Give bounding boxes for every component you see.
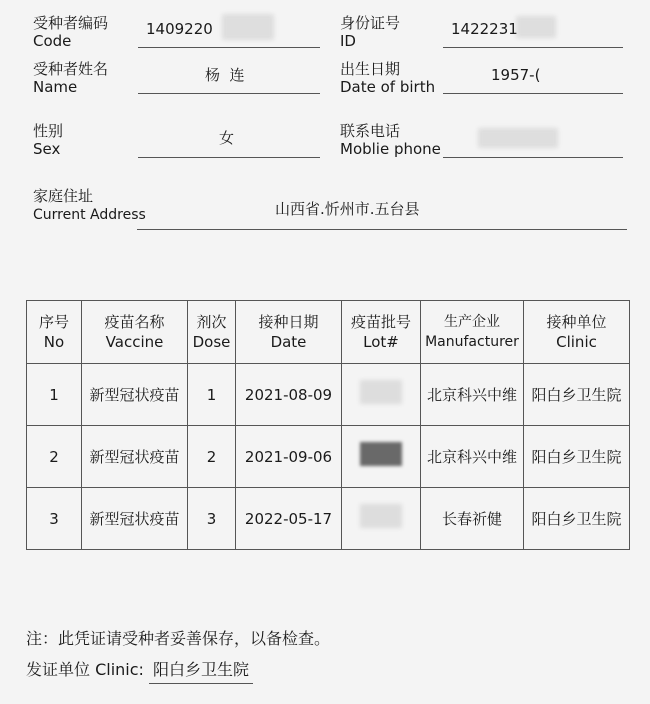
issuer-value: 阳白乡卫生院 <box>149 657 253 684</box>
dob-label: 出生日期 Date of birth <box>340 60 436 96</box>
cell-manufacturer: 北京科兴中维 <box>421 364 524 426</box>
cell-no: 2 <box>27 426 82 488</box>
vaccination-table <box>26 300 630 550</box>
id-label: 身份证号 ID <box>340 14 401 50</box>
phone-redaction <box>478 128 558 148</box>
cell-date: 2021-09-06 <box>236 426 342 488</box>
cell-no: 3 <box>27 488 82 550</box>
cell-date: 2022-05-17 <box>236 488 342 550</box>
cell-manufacturer: 北京科兴中维 <box>421 426 524 488</box>
code-underline <box>138 47 320 48</box>
header-dose: 剂次 Dose <box>188 301 236 364</box>
table-row <box>27 488 630 550</box>
cell-vaccine: 新型冠状疫苗 <box>82 488 188 550</box>
cell-lot <box>342 426 421 488</box>
name-value: 杨 连 <box>205 66 245 84</box>
cell-dose: 1 <box>188 364 236 426</box>
header-lot: 疫苗批号 Lot# <box>342 301 421 364</box>
name-underline <box>138 93 320 94</box>
cell-clinic: 阳白乡卫生院 <box>524 426 630 488</box>
cell-lot <box>342 364 421 426</box>
header-no: 序号 No <box>27 301 82 364</box>
cell-lot <box>342 488 421 550</box>
cell-manufacturer: 长春祈健 <box>421 488 524 550</box>
code-redaction <box>222 14 274 40</box>
header-vaccine: 疫苗名称 Vaccine <box>82 301 188 364</box>
name-label: 受种者姓名 Name <box>33 60 109 96</box>
header-manufacturer: 生产企业 Manufacturer <box>421 301 524 364</box>
id-underline <box>443 47 623 48</box>
lot-redaction <box>360 504 402 528</box>
sex-underline <box>138 157 320 158</box>
address-underline <box>137 229 627 230</box>
storage-note: 注：此凭证请受种者妥善保存，以备检查。 <box>26 629 331 648</box>
issuer-line <box>26 657 253 684</box>
phone-label: 联系电话 Moblie phone <box>340 122 441 158</box>
code-label: 受种者编码 Code <box>33 14 109 50</box>
cell-clinic: 阳白乡卫生院 <box>524 364 630 426</box>
issuer-label: 发证单位 Clinic: <box>26 660 144 679</box>
lot-redaction <box>360 442 402 466</box>
cell-vaccine: 新型冠状疫苗 <box>82 364 188 426</box>
sex-value: 女 <box>219 129 235 147</box>
dob-underline <box>443 93 623 94</box>
cell-no: 1 <box>27 364 82 426</box>
address-value: 山西省.忻州市.五台县 <box>275 200 420 218</box>
dob-value: 1957-( <box>491 66 541 84</box>
code-value: 1409220 <box>146 20 213 38</box>
lot-redaction <box>360 380 402 404</box>
header-clinic: 接种单位 Clinic <box>524 301 630 364</box>
cell-date: 2021-08-09 <box>236 364 342 426</box>
table-row <box>27 364 630 426</box>
id-value: 1422231 <box>451 20 518 38</box>
address-label: 家庭住址 Current Address <box>33 187 146 223</box>
sex-label: 性别 Sex <box>33 122 64 158</box>
cell-dose: 2 <box>188 426 236 488</box>
cell-clinic: 阳白乡卫生院 <box>524 488 630 550</box>
phone-underline <box>443 157 623 158</box>
header-date: 接种日期 Date <box>236 301 342 364</box>
id-redaction <box>516 16 556 38</box>
cell-dose: 3 <box>188 488 236 550</box>
table-row <box>27 426 630 488</box>
table-header-row <box>27 301 630 364</box>
cell-vaccine: 新型冠状疫苗 <box>82 426 188 488</box>
